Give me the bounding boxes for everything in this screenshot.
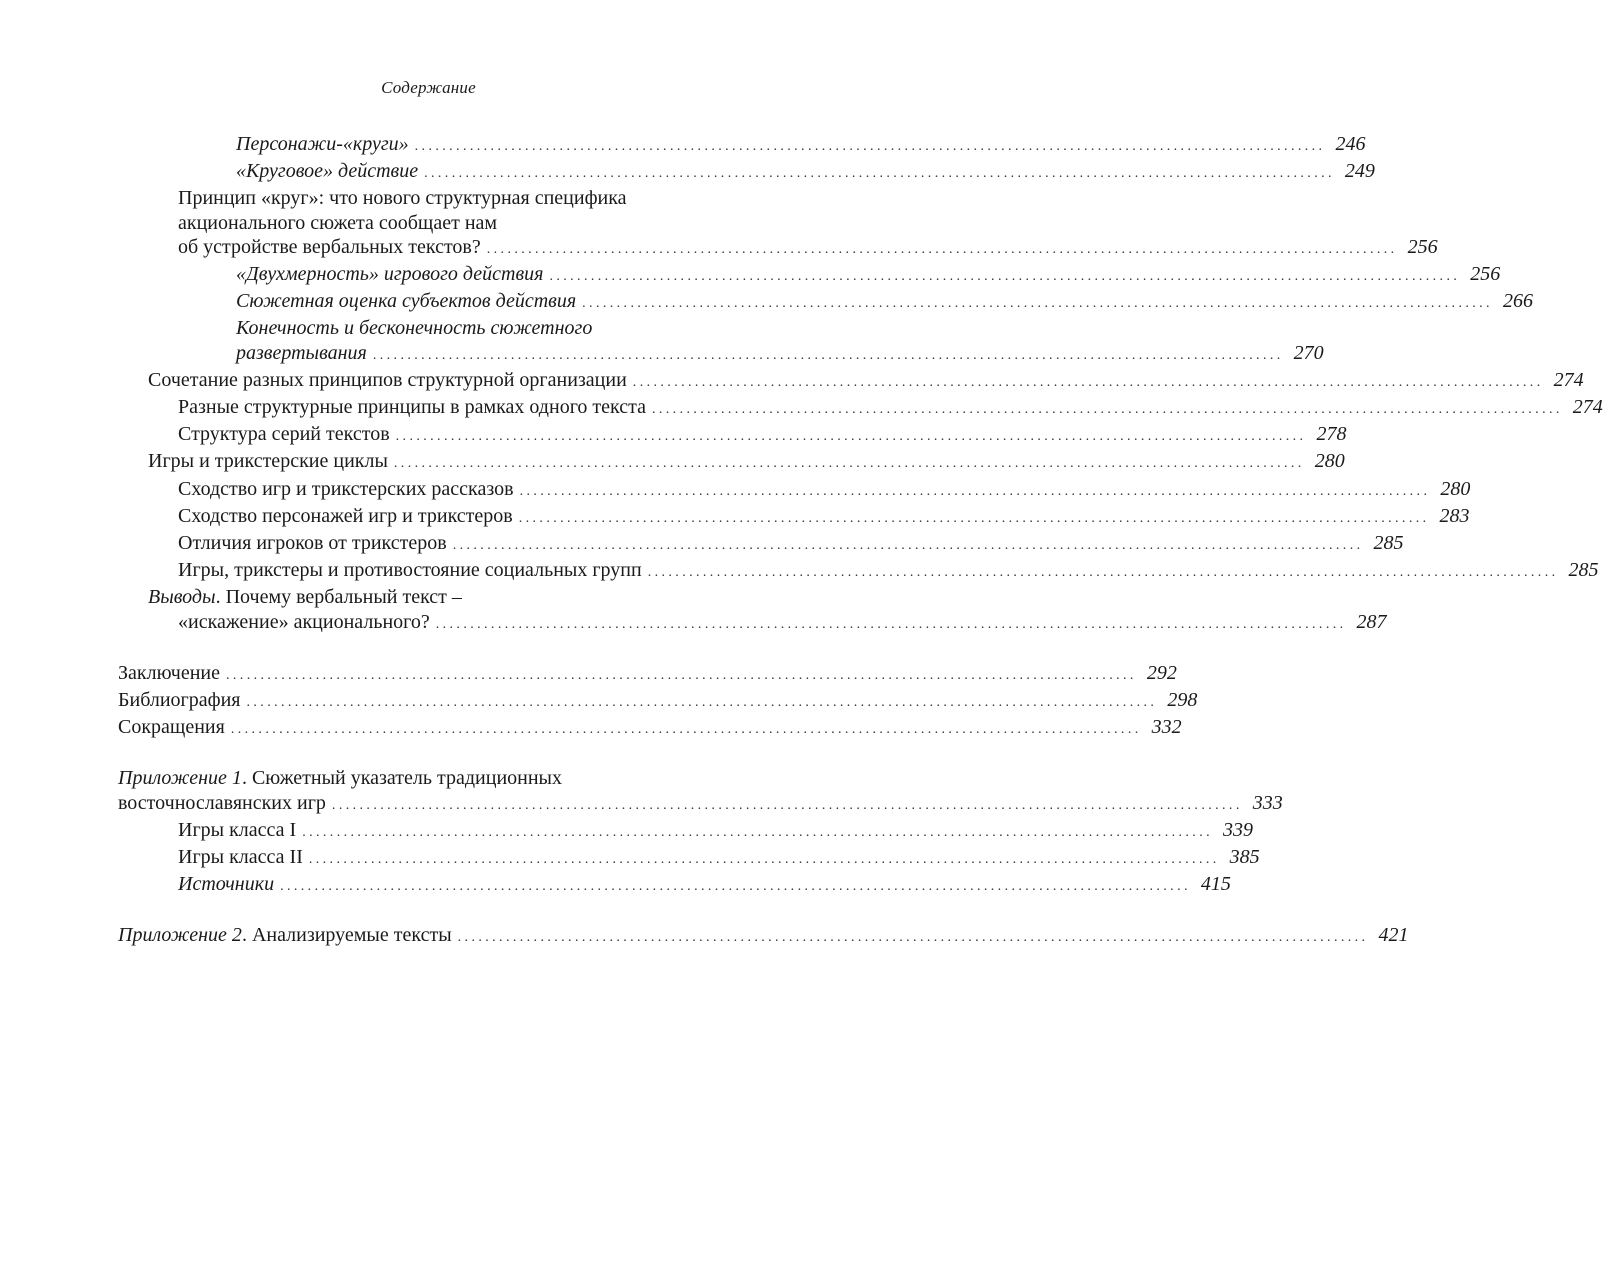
toc-entry: [118, 715, 1182, 742]
toc-entry-title: Игры класса II: [178, 846, 303, 869]
toc-entry-title: Персонажи-«круги»: [236, 133, 409, 155]
dot-leader: ....................................................................................................................................: [651, 402, 1563, 418]
toc-entry-title-continued: об устройстве вербальных текстов?: [178, 235, 481, 258]
toc-entry: [118, 316, 1324, 367]
dot-leader: ....................................................................................................................................: [632, 374, 1544, 390]
toc-entry-title: Сокращения: [118, 716, 225, 739]
toc-entry: [118, 872, 1231, 899]
toc-page-number: 278: [1316, 423, 1347, 446]
toc-entry-title: Разные структурные принципы в рамках одного текста: [178, 396, 646, 419]
toc-entry-title: «Двухмерность» игрового действия: [236, 263, 544, 286]
toc-entry: [118, 368, 1584, 395]
toc-page-number: 246: [1335, 133, 1366, 155]
toc-page-number: 285: [1568, 559, 1599, 582]
dot-leader: ....................................................................................................................................: [308, 852, 1220, 868]
toc-entry-title-continued: акционального сюжета сообщает нам: [178, 211, 498, 234]
toc-page-number: 274: [1553, 368, 1584, 391]
toc-entry-title: Отличия игроков от трикстеров: [178, 532, 447, 555]
toc-page-number: 249: [1344, 160, 1375, 183]
toc-entry: [118, 558, 1599, 585]
toc-entry: [118, 289, 1533, 316]
toc-page-number: 287: [1356, 610, 1387, 633]
toc-entry-title: Игры и трикстерские циклы: [148, 450, 388, 473]
toc-page-number: 415: [1200, 873, 1231, 896]
dot-leader: ....................................................................................................................................: [331, 797, 1243, 813]
toc-page-number: 256: [1470, 263, 1501, 286]
toc-page-number: 280: [1440, 477, 1471, 500]
toc-page-number: 266: [1502, 290, 1533, 313]
dot-leader: ....................................................................................................................................: [302, 824, 1214, 840]
toc-page-number: 298: [1167, 689, 1198, 712]
toc-entry: [118, 395, 1603, 422]
toc-entry-title: Сходство персонажей игр и трикстеров: [178, 504, 513, 527]
toc-entry-title: Игры класса I: [178, 818, 297, 841]
dot-leader: ....................................................................................................................................: [280, 879, 1191, 895]
dot-leader: ....................................................................................................................................: [435, 616, 1347, 632]
toc-entry-title: Заключение: [118, 661, 220, 684]
toc-entry: [118, 845, 1260, 872]
dot-leader: ....................................................................................................................................: [230, 722, 1142, 738]
toc-entry: [118, 585, 1387, 636]
toc-entry-title: Сюжетная оценка субъектов действия: [236, 290, 577, 313]
toc-entry: [118, 818, 1254, 845]
toc-entry: [118, 132, 1366, 159]
toc-entry: [118, 159, 1375, 186]
toc-entry-title: Структура серий текстов: [178, 423, 390, 446]
toc-entry: [118, 504, 1470, 531]
toc-entry: [118, 766, 1283, 817]
table-of-contents: [118, 132, 1603, 951]
toc-entry-title-italic: Приложение 1: [118, 767, 242, 790]
toc-entry-title-continued: «искажение» акционального?: [178, 610, 430, 633]
dot-leader: ....................................................................................................................................: [372, 347, 1284, 363]
dot-leader: ....................................................................................................................................: [424, 166, 1335, 182]
dot-leader: ....................................................................................................................................: [395, 429, 1307, 445]
dot-leader: ....................................................................................................................................: [226, 667, 1137, 683]
toc-entry: [118, 688, 1198, 715]
toc-page-number: 332: [1151, 716, 1182, 739]
toc-entry-title: Сочетание разных принципов структурной организации: [148, 368, 627, 391]
dot-leader: ....................................................................................................................................: [582, 296, 1493, 312]
toc-entry-title: . Анализируемые тексты: [241, 924, 452, 947]
dot-leader: ....................................................................................................................................: [549, 269, 1461, 285]
toc-page-number: 339: [1223, 818, 1254, 841]
dot-leader: ....................................................................................................................................: [452, 538, 1364, 554]
toc-entry: [118, 262, 1501, 289]
toc-entry-title-italic: Приложение 2: [118, 924, 242, 947]
toc-page-number: 421: [1378, 924, 1409, 947]
toc-entry: [118, 186, 1438, 262]
toc-entry: [118, 422, 1347, 449]
toc-entry: [118, 449, 1345, 476]
toc-entry-title-continued: восточнославянских игр: [118, 791, 326, 814]
toc-entry-title: Конечность и бесконечность сюжетного: [236, 317, 593, 340]
toc-entry-title: Принцип «круг»: что нового структурная специфика: [178, 187, 627, 210]
toc-entry-title: Библиография: [118, 689, 241, 712]
toc-page-number: 256: [1407, 235, 1438, 258]
dot-leader: ....................................................................................................................................: [246, 695, 1158, 711]
dot-leader: ....................................................................................................................................: [518, 510, 1430, 526]
toc-entry-title: . Сюжетный указатель традиционных: [241, 767, 562, 790]
toc-page-number: 274: [1572, 396, 1603, 419]
toc-entry-title: . Почему вербальный текст –: [215, 586, 462, 609]
toc-entry-title-italic: Выводы: [148, 586, 216, 609]
toc-entry: [118, 661, 1177, 688]
dot-leader: ....................................................................................................................................: [393, 456, 1305, 472]
dot-leader: ....................................................................................................................................: [647, 565, 1559, 581]
toc-page-number: 285: [1373, 532, 1404, 555]
toc-entry: [118, 923, 1409, 950]
toc-entry: [118, 531, 1404, 558]
toc-page-number: 292: [1146, 661, 1177, 684]
toc-entry-title-continued: развертывания: [236, 341, 367, 364]
dot-leader: ....................................................................................................................................: [486, 241, 1398, 257]
toc-page-number: 280: [1314, 450, 1345, 473]
toc-entry-title: Игры, трикстеры и противостояние социальных групп: [178, 559, 642, 582]
toc-entry-title: Источники: [178, 873, 275, 896]
toc-entry: [118, 477, 1471, 504]
running-title: Содержание: [381, 78, 476, 97]
toc-page-number: 385: [1229, 846, 1260, 869]
toc-entry-title: Сходство игр и трикстерских рассказов: [178, 477, 514, 500]
dot-leader: ....................................................................................................................................: [414, 139, 1326, 154]
toc-entry-title: «Круговое» действие: [236, 160, 419, 183]
toc-page-number: 333: [1252, 791, 1283, 814]
toc-page-number: 283: [1439, 504, 1470, 527]
dot-leader: ....................................................................................................................................: [519, 483, 1431, 499]
dot-leader: ....................................................................................................................................: [457, 930, 1369, 946]
toc-page-number: 270: [1293, 341, 1324, 364]
